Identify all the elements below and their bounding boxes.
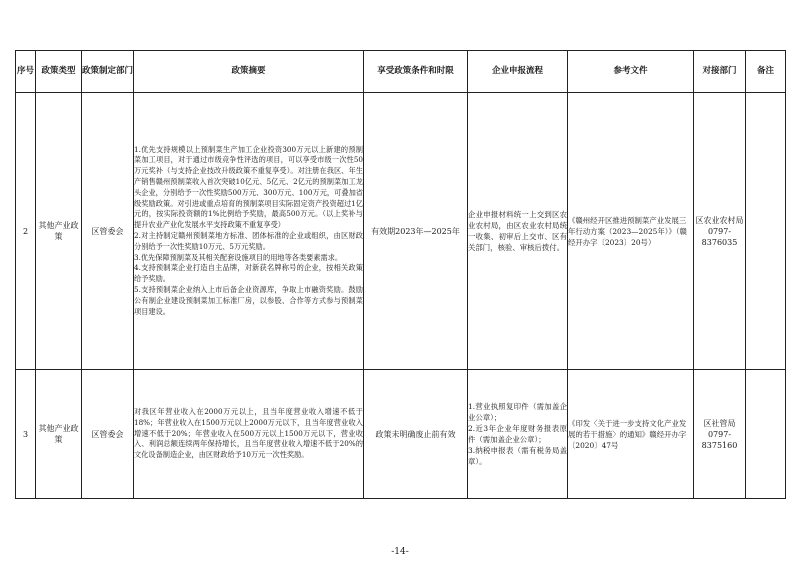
header-reference: 参考文件: [568, 51, 694, 93]
header-summary: 政策摘要: [134, 51, 364, 93]
summary-item: 对我区年营业收入在2000万元以上，且当年度营业收入增速不低于18%；年营业收入在1500万元以上2000万元以下，且当年度营业收入增速不低于20%；年营业收入在500万元以上1500万元以下，营业收入、利润总额连续两年保持增长，且当年度营业收入增速不低于20%的文化设备制造企业，由区财政给予10万元一次性奖励。: [134, 407, 363, 460]
table-header-row: [16, 51, 786, 93]
header-process: 企业申报流程: [468, 51, 568, 93]
header-contact: 对接部门: [694, 51, 746, 93]
cell-type: 其他产业政策: [36, 93, 82, 370]
cell-summary: [134, 370, 364, 499]
header-dept: 政策制定部门: [82, 51, 134, 93]
table-row: [16, 93, 786, 370]
cell-contact: 区社管局0797-8375160: [694, 370, 746, 499]
cell-dept: 区管委会: [82, 93, 134, 370]
cell-summary: [134, 93, 364, 370]
process-item: 企业申报材料统一上交到区农业农村局，由区农业农村局统一收集、初审后上交市、区有关部门，核验、审核后拨付。: [468, 210, 567, 252]
summary-item: 5.支持预制菜企业纳入上市后备企业资源库，争取上市融资奖励。鼓励公有制企业建设预制菜加工标准厂房，以参股、合作等方式参与预制菜项目建设。: [134, 284, 363, 316]
cell-seq: 2: [16, 93, 36, 370]
header-seq: 序号: [16, 51, 36, 93]
cell-conditions: 政策未明确废止前有效: [364, 370, 468, 499]
cell-contact: 区农业农村局0797-8376035: [694, 93, 746, 370]
process-item: 2.近3年企业年度财务报表原件（需加盖企业公章）；: [468, 424, 567, 444]
cell-dept: 区管委会: [82, 370, 134, 499]
cell-remarks: [746, 370, 786, 499]
summary-item: 4.支持预制菜企业打造自主品牌，对新获名牌称号的企业，按相关政策给予奖励。: [134, 263, 363, 284]
policy-table: [15, 50, 786, 499]
process-item: 1.营业执照复印件（需加盖企业公章）；: [468, 402, 567, 422]
cell-type: 其他产业政策: [36, 370, 82, 499]
cell-process: [468, 370, 568, 499]
cell-reference: 《印发〈关于进一步支持文化产业发展的若干措施〉的通知》赣经开办字〔2020〕47号: [568, 370, 694, 499]
cell-conditions: 有效期2023年—2025年: [364, 93, 468, 370]
summary-item: 1.优先支持规模以上预制菜生产加工企业投资300万元以上新建的预制菜加工项目，对于通过市级竞争性评选的项目，可以享受市级一次性50万元奖补（与支持企业技改升级政策不重复享受）。对注册在我区、年生产销售赣州预制菜收入首次突破10亿元、5亿元、2亿元的预制菜加工龙头企业，分别给予一次性奖励500万元、300万元、100万元，可叠加省级奖励政策。对引进或重点培育的预制菜项目实际固定资产投资超过1亿元的，按实际投资额的1%比例给予奖励，最高500万元。（以上奖补与提升农业产业化发展水平支持政策不重复享受）: [134, 144, 363, 230]
process-item: 3.纳税申报表（需有税务局盖章）。: [468, 446, 567, 466]
cell-process: [468, 93, 568, 370]
table-row: [16, 370, 786, 499]
cell-seq: 3: [16, 370, 36, 499]
header-conditions: 享受政策条件和时限: [364, 51, 468, 93]
cell-reference: 《赣州经开区推进预制菜产业发展三年行动方案（2023—2025年）》（赣经开办字〔2023〕20号）: [568, 93, 694, 370]
header-type: 政策类型: [36, 51, 82, 93]
summary-item: 3.优先保障预制菜及其相关配套设施项目的用地等各类要素需求。: [134, 252, 343, 262]
header-remarks: 备注: [746, 51, 786, 93]
cell-remarks: [746, 93, 786, 370]
summary-item: 2.对主持制定赣州预制菜地方标准、团体标准的企业或组织，由区财政分别给予一次性奖励10万元、5万元奖励。: [134, 231, 363, 251]
page-number: -14-: [391, 547, 409, 557]
